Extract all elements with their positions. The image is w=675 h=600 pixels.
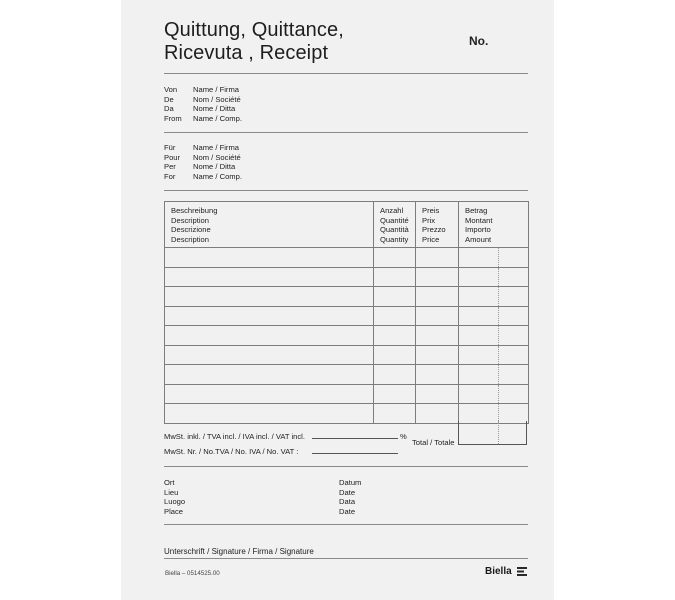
description-cell[interactable]	[165, 267, 374, 287]
for-labels	[164, 143, 180, 181]
from-labels	[164, 85, 182, 123]
description-cell[interactable]	[165, 404, 374, 424]
from-label: Da	[164, 104, 174, 114]
quantity-cell[interactable]	[374, 404, 416, 424]
description-cell[interactable]	[165, 306, 374, 326]
description-cell[interactable]	[165, 345, 374, 365]
from-fields[interactable]	[193, 85, 242, 123]
receipt-number-label: No.	[469, 34, 489, 48]
vat-number-label: MwSt. Nr. / No.TVA / No. IVA / No. VAT :	[164, 447, 299, 456]
product-code: Biella – 0514525.00	[165, 570, 220, 577]
amount-cell[interactable]	[459, 306, 529, 326]
from-field[interactable]: Nome / Ditta	[193, 104, 236, 114]
table-row	[165, 287, 529, 307]
price-cell[interactable]	[416, 287, 459, 307]
quantity-cell[interactable]	[374, 306, 416, 326]
amount-cell[interactable]	[459, 384, 529, 404]
description-cell[interactable]	[165, 326, 374, 346]
vat-included-label: MwSt. inkl. / TVA incl. / IVA incl. / VAT incl.	[164, 432, 305, 441]
amount-cell[interactable]	[459, 326, 529, 346]
table-row	[165, 326, 529, 346]
date-label: Datum	[339, 478, 362, 487]
total-amount-field[interactable]	[458, 421, 527, 445]
description-cell[interactable]	[165, 384, 374, 404]
for-field[interactable]: Nom / Société	[193, 152, 241, 162]
quantity-cell[interactable]	[374, 267, 416, 287]
for-fields[interactable]	[193, 143, 242, 181]
amount-cell[interactable]	[459, 365, 529, 385]
divider	[164, 524, 528, 525]
from-label: Von	[164, 85, 178, 94]
quantity-cell[interactable]	[374, 326, 416, 346]
divider	[164, 190, 528, 191]
brand-logo-text: Biella	[485, 566, 512, 577]
from-label: De	[164, 94, 174, 104]
price-cell[interactable]	[416, 365, 459, 385]
date-label: Data	[339, 497, 356, 507]
price-cell[interactable]	[416, 267, 459, 287]
title-line-2: Ricevuta , Receipt	[164, 42, 329, 64]
form-title	[164, 19, 344, 65]
from-field[interactable]: Name / Comp.	[193, 113, 242, 123]
table-row	[165, 306, 529, 326]
description-cell[interactable]	[165, 365, 374, 385]
for-field[interactable]: Name / Firma	[193, 143, 239, 152]
quantity-cell[interactable]	[374, 365, 416, 385]
total-label: Total / Totale	[412, 438, 455, 447]
price-cell[interactable]	[416, 326, 459, 346]
price-cell[interactable]	[416, 248, 459, 268]
items-table	[164, 201, 529, 424]
quantity-cell[interactable]	[374, 345, 416, 365]
divider	[164, 73, 528, 74]
from-field[interactable]: Name / Firma	[193, 85, 239, 94]
table-row	[165, 267, 529, 287]
date-field[interactable]	[339, 478, 361, 516]
for-label: Pour	[164, 152, 181, 162]
table-header-row	[165, 202, 529, 248]
title-line-1: Quittung, Quittance,	[164, 19, 344, 41]
price-cell[interactable]	[416, 345, 459, 365]
from-field[interactable]: Nom / Société	[193, 94, 241, 104]
place-label: Place	[164, 506, 183, 516]
amount-cell[interactable]	[459, 287, 529, 307]
for-label: For	[164, 171, 176, 181]
price-cell[interactable]	[416, 384, 459, 404]
vat-rate-field[interactable]	[312, 438, 398, 439]
column-header-description: Beschreibung Description Descrizione Description	[165, 202, 374, 248]
column-header-price: Preis Prix Prezzo Price	[416, 202, 459, 248]
column-header-amount: Betrag Montant Importo Amount	[459, 202, 529, 248]
divider	[164, 466, 528, 467]
table-row	[165, 345, 529, 365]
from-label: From	[164, 113, 182, 123]
date-label: Date	[339, 506, 356, 516]
price-cell[interactable]	[416, 404, 459, 424]
signature-label: Unterschrift / Signature / Firma / Signature	[164, 547, 314, 556]
description-cell[interactable]	[165, 248, 374, 268]
table-row	[165, 365, 529, 385]
amount-cell[interactable]	[459, 267, 529, 287]
description-cell[interactable]	[165, 287, 374, 307]
place-label: Lieu	[164, 487, 179, 497]
percent-sign: %	[400, 432, 407, 441]
brand-logo-icon	[517, 567, 527, 576]
price-cell[interactable]	[416, 306, 459, 326]
date-label: Date	[339, 487, 356, 497]
for-label: Per	[164, 162, 176, 172]
quantity-cell[interactable]	[374, 248, 416, 268]
place-label: Ort	[164, 478, 175, 487]
for-field[interactable]: Name / Comp.	[193, 171, 242, 181]
quantity-cell[interactable]	[374, 384, 416, 404]
place-field[interactable]	[164, 478, 185, 516]
for-label: Für	[164, 143, 176, 152]
amount-cell[interactable]	[459, 248, 529, 268]
table-row	[165, 248, 529, 268]
signature-line[interactable]	[164, 558, 528, 559]
place-label: Luogo	[164, 497, 186, 507]
table-row	[165, 384, 529, 404]
quantity-cell[interactable]	[374, 287, 416, 307]
amount-cell[interactable]	[459, 345, 529, 365]
divider	[164, 132, 528, 133]
vat-number-field[interactable]	[312, 453, 398, 454]
for-field[interactable]: Nome / Ditta	[193, 162, 236, 172]
column-header-quantity: Anzahl Quantité Quantità Quantity	[374, 202, 416, 248]
